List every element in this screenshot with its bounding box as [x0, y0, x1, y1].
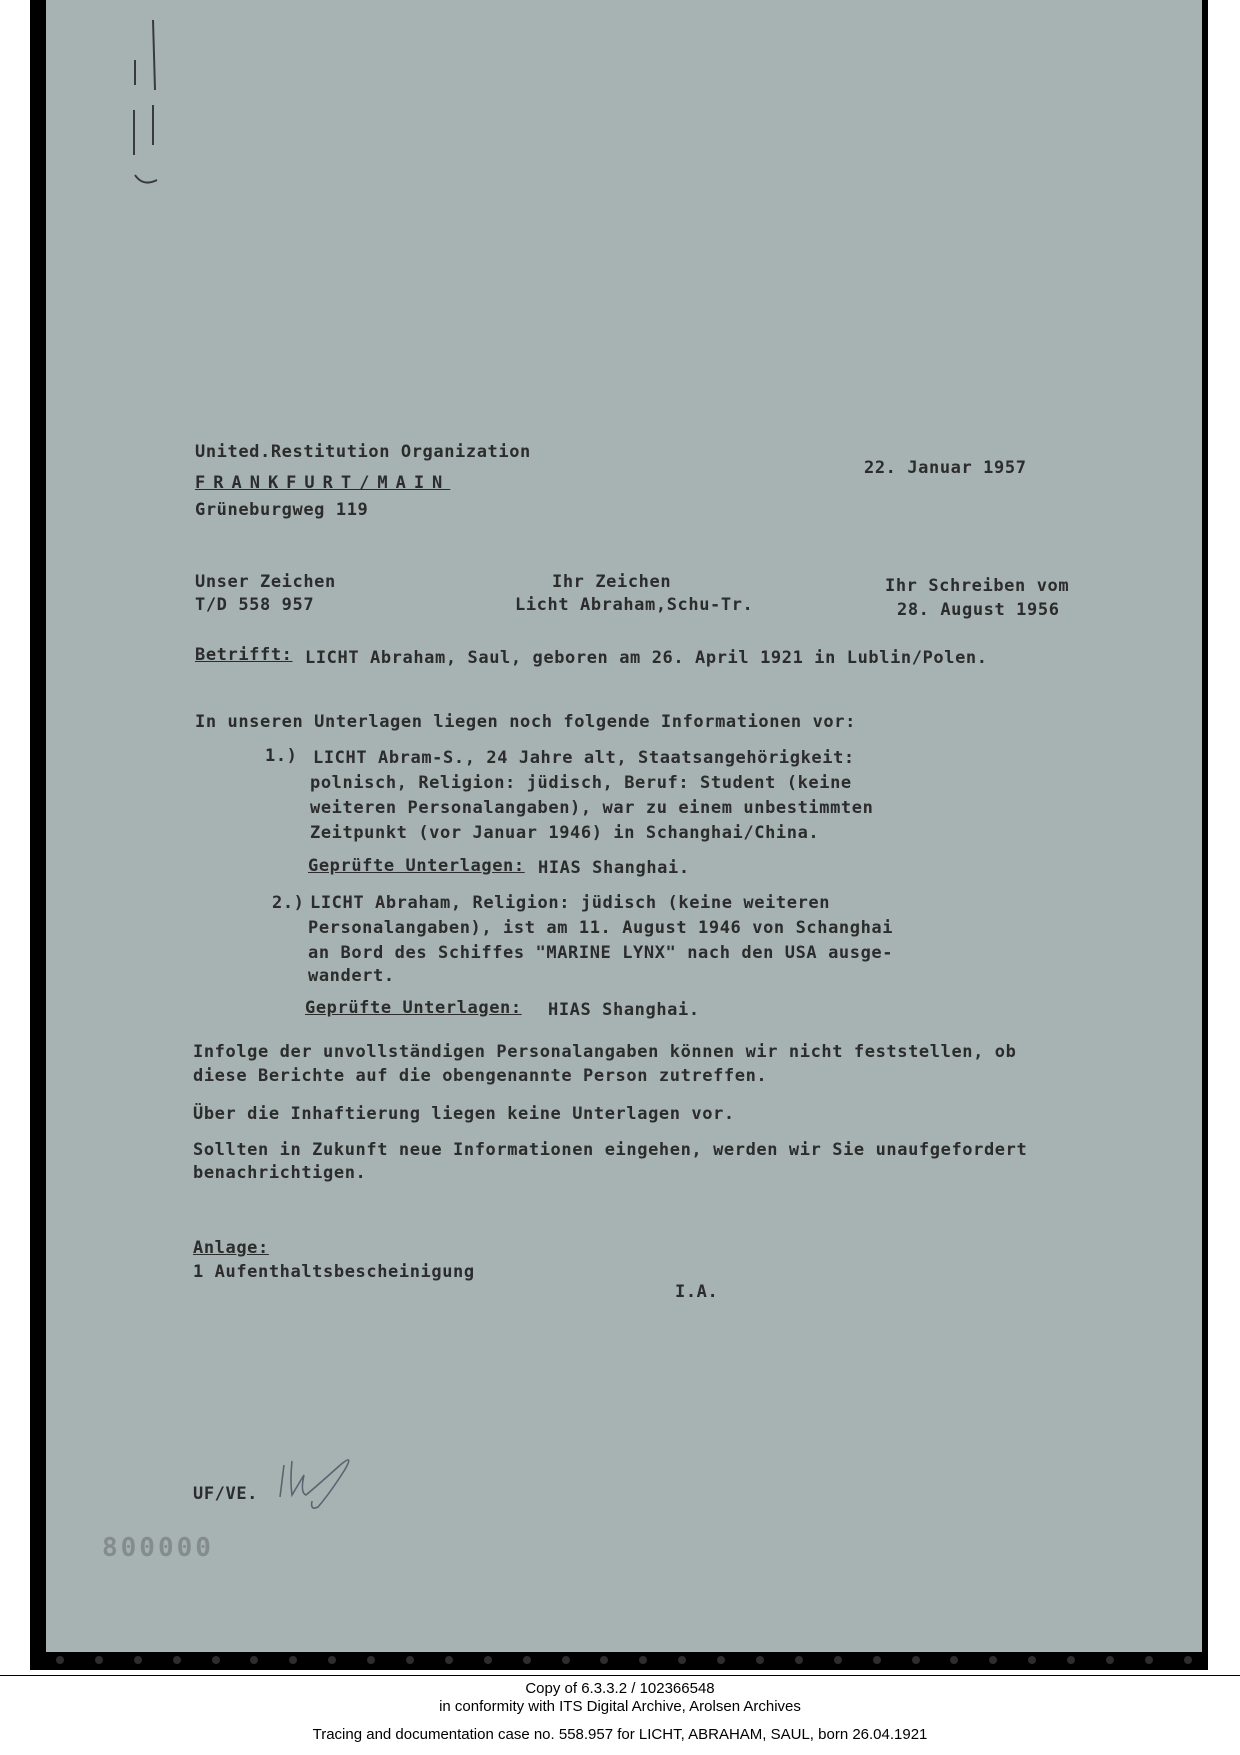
paragraph-line: Über die Inhaftierung liegen keine Unterlagen vor.: [193, 1104, 735, 1124]
org-street: Grüneburgweg 119: [195, 500, 369, 520]
perforation-hole: [523, 1656, 531, 1664]
perforation-hole: [1145, 1656, 1153, 1664]
typist-initials: UF/VE.: [193, 1484, 259, 1504]
signoff: I.A.: [675, 1282, 719, 1302]
item1-line: weiteren Personalangaben), war zu einem unbestimmten: [310, 798, 874, 818]
intro-text: In unseren Unterlagen liegen noch folgende Informationen vor:: [195, 712, 856, 732]
org-city: FRANKFURT/MAIN: [195, 473, 451, 493]
perforation-hole: [1184, 1656, 1192, 1664]
perforation-hole: [562, 1656, 570, 1664]
item2-number: 2.): [272, 893, 305, 913]
perforation-hole: [873, 1656, 881, 1664]
enclosure-item: 1 Aufenthaltsbescheinigung: [193, 1262, 475, 1282]
item1-source-label: Geprüfte Unterlagen:: [308, 856, 525, 876]
footer-line: Tracing and documentation case no. 558.957 for LICHT, ABRAHAM, SAUL, born 26.04.1921: [312, 1726, 928, 1743]
footer-line: in conformity with ITS Digital Archive, Arolsen Archives: [439, 1698, 801, 1715]
item1-line: polnisch, Religion: jüdisch, Beruf: Student (keine: [310, 773, 852, 793]
letter-of-label: Ihr Schreiben vom: [885, 576, 1070, 596]
item2-line: wandert.: [308, 966, 395, 986]
stamp-number: 800000: [102, 1533, 214, 1563]
perforation-hole: [1067, 1656, 1075, 1664]
org-name: United.Restitution Organization: [195, 442, 531, 462]
item1-number: 1.): [265, 746, 298, 766]
perforation-hole: [328, 1656, 336, 1664]
footer-divider: [0, 1675, 1240, 1676]
perforation-hole: [912, 1656, 920, 1664]
item2-line: LICHT Abraham, Religion: jüdisch (keine weiteren: [310, 893, 831, 913]
perforation-hole: [406, 1656, 414, 1664]
perforation-hole: [95, 1656, 103, 1664]
paragraph-line: diese Berichte auf die obengenannte Person zutreffen.: [193, 1066, 768, 1086]
item2-source-label: Geprüfte Unterlagen:: [305, 998, 522, 1018]
perforation-hole: [834, 1656, 842, 1664]
perforation-hole: [289, 1656, 297, 1664]
perforation-hole: [678, 1656, 686, 1664]
ref-yours-value: Licht Abraham,Schu-Tr.: [515, 595, 754, 615]
letter-of-value: 28. August 1956: [897, 600, 1060, 620]
perforation-hole: [212, 1656, 220, 1664]
perforation-strip: [46, 1652, 1202, 1668]
subject-text: LICHT Abraham, Saul, geboren am 26. April 1921 in Lublin/Polen.: [305, 648, 988, 668]
ref-ours-value: T/D 558 957: [195, 595, 315, 615]
perforation-hole: [173, 1656, 181, 1664]
subject-label: Betrifft:: [195, 645, 293, 665]
letter-date: 22. Januar 1957: [864, 458, 1027, 478]
paragraph-line: Infolge der unvollständigen Personalangaben können wir nicht feststellen, ob: [193, 1042, 1017, 1062]
perforation-hole: [756, 1656, 764, 1664]
perforation-hole: [1106, 1656, 1114, 1664]
perforation-hole: [639, 1656, 647, 1664]
item2-line: an Bord des Schiffes "MARINE LYNX" nach den USA ausge-: [308, 943, 894, 963]
perforation-hole: [484, 1656, 492, 1664]
paragraph-line: benachrichtigen.: [193, 1163, 367, 1183]
perforation-hole: [989, 1656, 997, 1664]
pencil-marks-icon: [125, 15, 185, 190]
paragraph-line: Sollten in Zukunft neue Informationen eingehen, werden wir Sie unaufgefordert: [193, 1140, 1028, 1160]
ref-yours-label: Ihr Zeichen: [552, 572, 672, 592]
perforation-hole: [250, 1656, 258, 1664]
perforation-hole: [717, 1656, 725, 1664]
enclosure-label: Anlage:: [193, 1238, 269, 1258]
item2-line: Personalangaben), ist am 11. August 1946 von Schanghai: [308, 918, 894, 938]
perforation-hole: [950, 1656, 958, 1664]
perforation-hole: [367, 1656, 375, 1664]
perforation-hole: [134, 1656, 142, 1664]
perforation-hole: [56, 1656, 64, 1664]
item2-source-value: HIAS Shanghai.: [548, 1000, 700, 1020]
item1-source-value: HIAS Shanghai.: [538, 858, 690, 878]
perforation-hole: [1028, 1656, 1036, 1664]
perforation-hole: [445, 1656, 453, 1664]
item1-line: Zeitpunkt (vor Januar 1946) in Schanghai/China.: [310, 823, 820, 843]
signature-icon: [278, 1445, 368, 1515]
perforation-hole: [600, 1656, 608, 1664]
perforation-hole: [795, 1656, 803, 1664]
ref-ours-label: Unser Zeichen: [195, 572, 336, 592]
footer-line: Copy of 6.3.3.2 / 102366548: [525, 1680, 715, 1697]
item1-line: LICHT Abram-S., 24 Jahre alt, Staatsangehörigkeit:: [313, 748, 855, 768]
